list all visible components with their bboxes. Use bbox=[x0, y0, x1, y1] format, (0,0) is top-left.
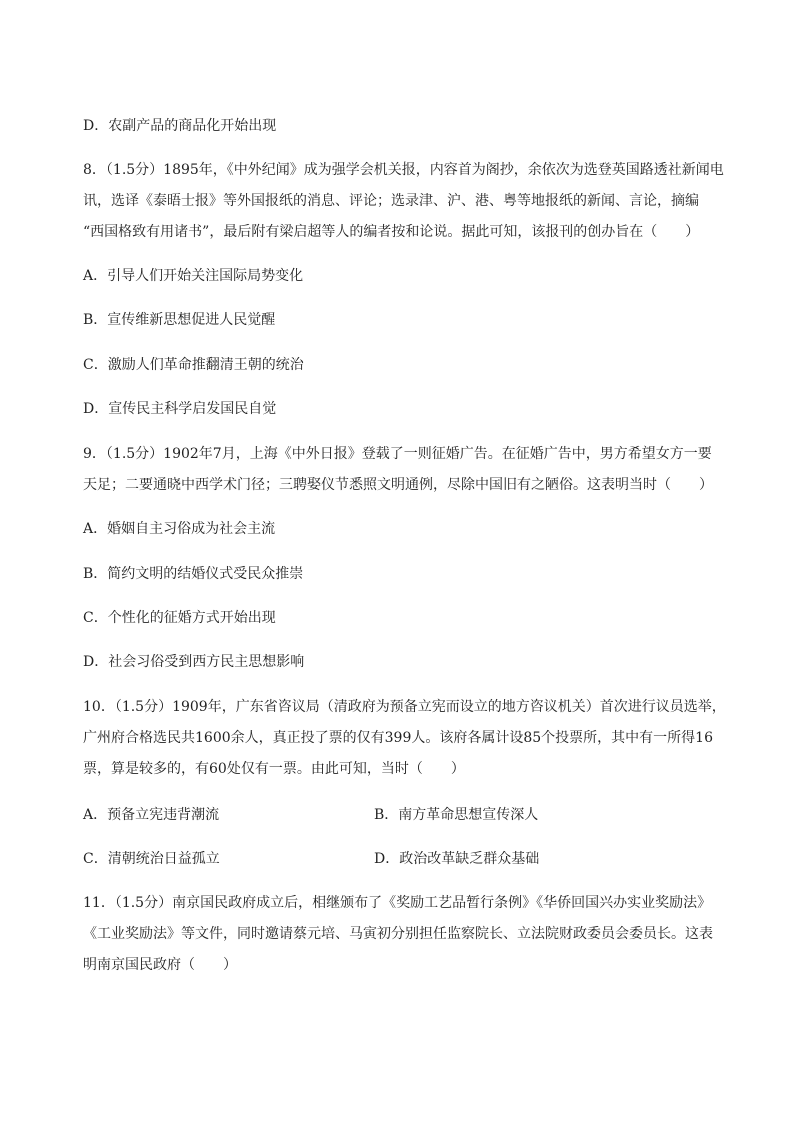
q8-option-b: B．宣传维新思想促进人民觉醒 bbox=[83, 312, 276, 328]
q11-stem-line: 明南京国民政府（ ） bbox=[83, 957, 237, 973]
q8-option-a: A．引导人们开始关注国际局势变化 bbox=[83, 268, 304, 284]
q11-stem-line: 《工业奖励法》等文件，同时邀请蔡元培、马寅初分别担任监察院长、立法院财政委员会委员长。这表 bbox=[83, 926, 713, 942]
q8-stem-line: “西国格致有用诸书”，最后附有梁启超等人的编者按和论说。据此可知，该报刊的创办旨在（ ） bbox=[83, 224, 700, 240]
q9-stem-line: 9．（1.5分）1902年7月，上海《中外日报》登载了一则征婚广告。在征婚广告中，男方希望女方一要 bbox=[83, 446, 712, 462]
q10-stem-line: 票，算是较多的，有60处仅有一票。由此可知，当时（ ） bbox=[83, 761, 465, 777]
q10-option-c: C．清朝统治日益孤立 bbox=[83, 851, 220, 867]
q10-option-a: A．预备立宪违背潮流 bbox=[83, 807, 220, 823]
q9-option-d: D．社会习俗受到西方民主思想影响 bbox=[83, 654, 305, 670]
q8-stem-line: 8．（1.5分）1895年，《中外纪闻》成为强学会机关报，内容首为阁抄，余依次为选登英国路透社新闻电 bbox=[83, 162, 724, 178]
q9-stem-line: 天足；二要通晓中西学术门径；三聘娶仪节悉照文明通例，尽除中国旧有之陋俗。这表明当时（ ） bbox=[83, 477, 713, 493]
q11-stem-line: 11．（1.5分）南京国民政府成立后，相继颁布了《奖励工艺品暂行条例》《华侨回国兴办实业奖励法》 bbox=[83, 895, 712, 911]
q10-option-b: B．南方革命思想宣传深人 bbox=[374, 807, 539, 823]
q10-stem-line: 广州府合格选民共1600余人，真正投了票的仅有399人。该府各属计设85个投票所，其中有一所得16 bbox=[83, 730, 713, 746]
q7-option-d: D．农副产品的商品化开始出现 bbox=[83, 118, 277, 134]
q10-stem-line: 10．（1.5分）1909年，广东省咨议局（清政府为预备立宪而设立的地方咨议机关）首次进行议员选举， bbox=[83, 699, 726, 715]
q10-option-d: D．政治改革缺乏群众基础 bbox=[374, 851, 540, 867]
q9-option-c: C．个性化的征婚方式开始出现 bbox=[83, 610, 276, 626]
q9-option-b: B．简约文明的结婚仪式受民众推崇 bbox=[83, 566, 304, 582]
q9-option-a: A．婚姻自主习俗成为社会主流 bbox=[83, 521, 276, 537]
q8-option-c: C．激励人们革命推翻清王朝的统治 bbox=[83, 357, 304, 373]
q8-stem-line: 讯，选译《泰晤士报》等外国报纸的消息、评论；选录津、沪、港、粤等地报纸的新闻、言论，摘编 bbox=[83, 193, 699, 209]
q8-option-d: D．宣传民主科学启发国民自觉 bbox=[83, 401, 277, 417]
